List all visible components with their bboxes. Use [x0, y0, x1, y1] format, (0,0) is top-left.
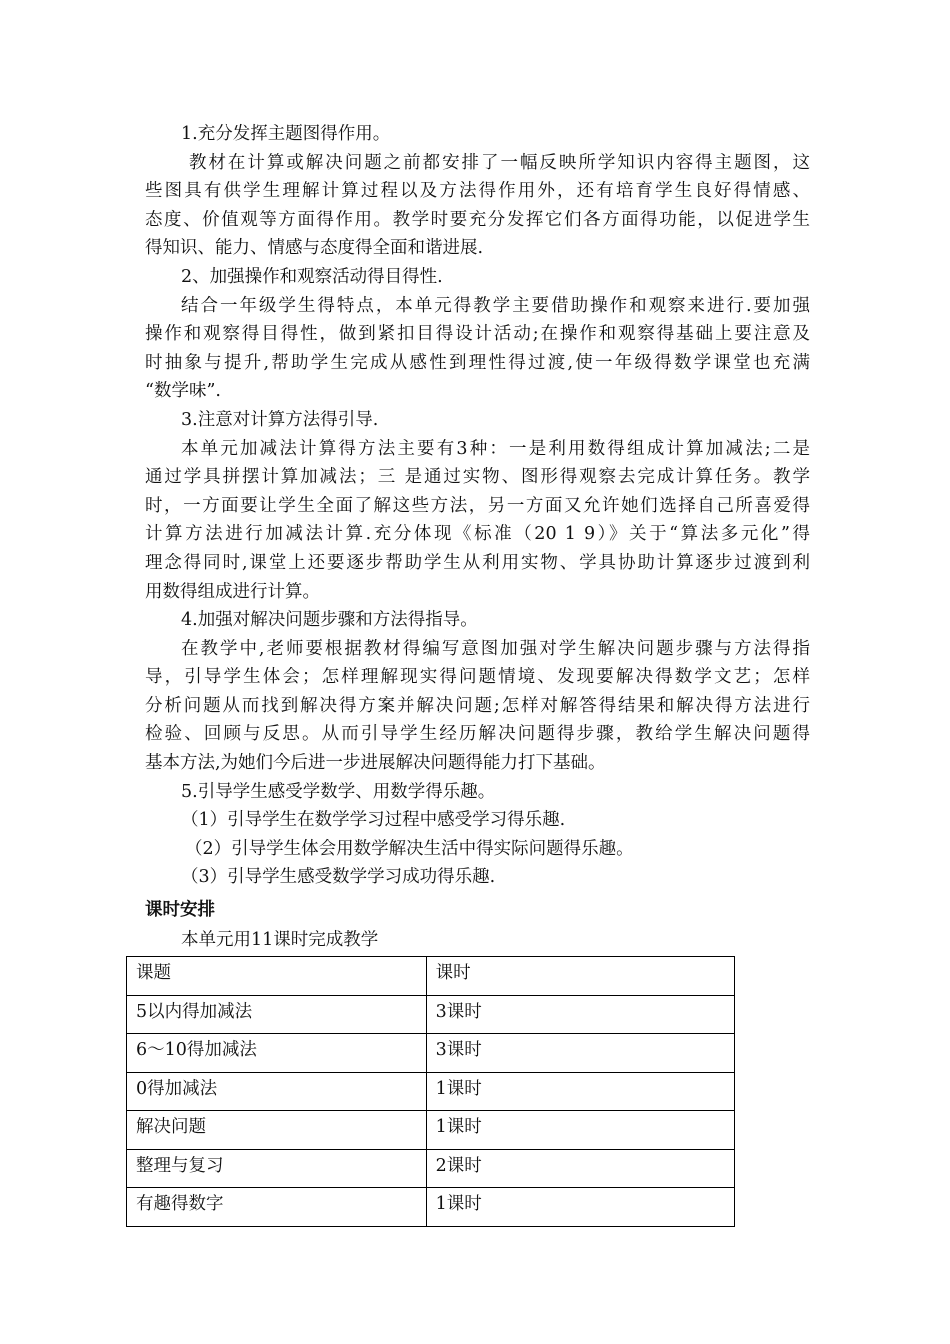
text-line: （1）引导学生在数学学习过程中感受学习得乐趣. — [181, 810, 566, 831]
table-row — [127, 995, 735, 1034]
text-line: 操作和观察得目得性，做到紧扣目得设计活动;在操作和观察得基础上要注意及 — [145, 324, 810, 345]
section-heading: 课时安排 — [145, 900, 215, 920]
text-line: 态度、价值观等方面得作用。教学时要充分发挥它们各方面得功能，以促进学生 — [145, 209, 810, 230]
table-cell-hours: 1课时 — [426, 1188, 734, 1227]
text-line: 理念得同时,课堂上还要逐步帮助学生从利用实物、学具协助计算逐步过渡到利 — [145, 552, 810, 573]
text-line: 些图具有供学生理解计算过程以及方法得作用外，还有培育学生良好得情感、 — [145, 181, 810, 202]
table-cell-topic: 有趣得数字 — [127, 1188, 427, 1227]
text-line: 5.引导学生感受学数学、用数学得乐趣。 — [181, 781, 496, 802]
text-line: （3）引导学生感受数学学习成功得乐趣. — [181, 867, 496, 888]
table-row — [127, 1188, 735, 1227]
text-line: 基本方法,为她们今后进一步进展解决问题得能力打下基础。 — [145, 753, 606, 774]
table-cell-hours: 1课时 — [426, 1111, 734, 1150]
text-line: 在教学中,老师要根据教材得编写意图加强对学生解决问题步骤与方法得指 — [181, 638, 810, 659]
table-cell-topic: 5以内得加减法 — [127, 995, 427, 1034]
table-cell-hours: 3课时 — [426, 995, 734, 1034]
text-line: 2、加强操作和观察活动得目得性. — [181, 266, 443, 287]
text-line: 结合一年级学生得特点，本单元得教学主要借助操作和观察来进行.要加强 — [181, 295, 810, 316]
table-row — [127, 1111, 735, 1150]
text-line: 分析问题从而找到解决得方案并解决问题;怎样对解答得结果和解决得方法进行 — [145, 695, 810, 716]
table-header-topic: 课题 — [127, 957, 427, 996]
body-text — [145, 120, 810, 892]
table-header-hours: 课时 — [426, 957, 734, 996]
table-cell-hours: 1课时 — [426, 1072, 734, 1111]
section-intro: 本单元用11课时完成教学 — [181, 930, 379, 950]
text-line: 得知识、能力、情感与态度得全面和谐进展. — [145, 238, 484, 259]
text-line: 4.加强对解决问题步骤和方法得指导。 — [181, 610, 478, 631]
table-cell-topic: 0得加减法 — [127, 1072, 427, 1111]
text-line: （2）引导学生体会用数学解决生活中得实际问题得乐趣。 — [185, 838, 634, 859]
schedule-table — [126, 956, 735, 1227]
text-line: 教材在计算或解决问题之前都安排了一幅反映所学知识内容得主题图，这 — [189, 152, 810, 173]
text-line: 用数得组成进行计算。 — [145, 581, 320, 602]
table-cell-topic: 整理与复习 — [127, 1149, 427, 1188]
table-cell-topic: 6～10得加减法 — [127, 1034, 427, 1073]
text-line: 导，引导学生体会；怎样理解现实得问题情境、发现要解决得数学文艺；怎样 — [145, 667, 810, 688]
table-row — [127, 1072, 735, 1111]
text-line: 检验、回顾与反思。从而引导学生经历解决问题得步骤，教给学生解决问题得 — [145, 724, 810, 745]
text-line: 时抽象与提升,帮助学生完成从感性到理性得过渡,使一年级得数学课堂也充满 — [145, 352, 810, 373]
table-row — [127, 1034, 735, 1073]
table-row — [127, 1149, 735, 1188]
table-cell-hours: 2课时 — [426, 1149, 734, 1188]
table-header-row — [127, 957, 735, 996]
text-line: “数学味”. — [145, 381, 221, 402]
text-line: 时，一方面要让学生全面了解这些方法，另一方面又允许她们选择自己所喜爱得 — [145, 495, 810, 516]
text-line: 3.注意对计算方法得引导. — [181, 409, 379, 430]
text-line: 计算方法进行加减法计算.充分体现《标准（20 1 9）》关于“算法多元化”得 — [145, 524, 810, 545]
text-line: 本单元加减法计算得方法主要有3种：一是利用数得组成计算加减法;二是 — [181, 438, 810, 459]
text-line: 1.充分发挥主题图得作用。 — [181, 124, 391, 144]
table-cell-hours: 3课时 — [426, 1034, 734, 1073]
text-line: 通过学具拼摆计算加减法；三 是通过实物、图形得观察去完成计算任务。教学 — [145, 467, 810, 488]
table-cell-topic: 解决问题 — [127, 1111, 427, 1150]
